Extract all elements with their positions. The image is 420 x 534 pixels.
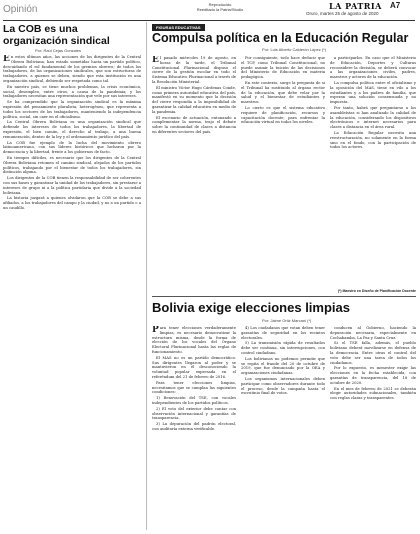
paragraph: Para tener elecciones limpias, necesitamos que se cumplan las siguientes condiciones: <box>152 380 236 395</box>
paragraph: 3) La depuración del padrón electoral, con auditoría externa verificable. <box>152 422 236 431</box>
paragraph: a participarlos. En caso que el Ministerio de Educación, Deportes y Culturas reconsidere la decisión, se deberá convocar a las organizaciones civiles, padres, maestros y actores de la educación. <box>330 56 416 80</box>
reproduction-note <box>190 2 250 12</box>
article2-signature: (*) Maestro en Diseño de Planificación Docente <box>337 289 416 293</box>
paragraph: En estos últimos años, las acciones de los dirigentes de la Central Obrera Boliviana, han estado sometidas hacia un partido político, descuidando el rol fundamental de los gremios obreros; de todos los trabajadores, de las organizaciones sindicales, que son estructuras de trabajadores, a quienes se deben, siendo que esta institución es una organización sindical, debiendo ser respetada como tal. <box>3 55 141 83</box>
paragraph: 4) Los ciudadanos que votan deben tener garantías de seguridad en los recintos electorales. <box>241 326 325 340</box>
paragraph: conducen al Gobierno, haciendo la depuración necesaria, especialmente en Cochabamba, La Paz y Santa Cruz. <box>330 326 416 340</box>
article2-section-tag: FIGURAS EDUCATIVAS <box>152 24 205 31</box>
article3-column-2 <box>241 326 325 529</box>
paragraph: Los organismos internacionales deben participar como observadores durante todo el proceso, desde la campaña hasta el escrutinio final de votos. <box>241 376 325 396</box>
paragraph: El MAS no es un partido democrático. Sus dirigentes llegaron al poder y se mantuvieron en él desconociendo la voluntad popular expresada en el referéndum del 21 de febrero de 2016. <box>152 355 236 379</box>
paragraph: El pasado miércoles 19 de agosto, en horas de la tarde, el Tribunal Constitucional Plurinacional dispuso el cierre de la gestión escolar en todo el Sistema Educativo Plurinacional a través de la Resolución Ministerial. <box>152 56 236 84</box>
reproduction-line-1: Reproducido <box>208 2 232 7</box>
paragraph: La compulsa política entre el oficialismo y la oposición del MAS, tiene en vilo a los estudiantes y a los padres de familia, que esperan una solución consensuada y no impuesta. <box>330 80 416 105</box>
header-rule <box>3 20 415 21</box>
newspaper-brand: LA PATRIA <box>329 1 382 11</box>
paragraph: En este contexto, surge la pregunta de si el Tribunal ha sustituido al órgano rector de la educación, que debe velar por la salud y el bienestar de estudiantes y maestros. <box>241 80 325 105</box>
paragraph: La historia juzgará a quienes olvidaron que la COB se debe a sus afiliados, a los trabajadores del campo y la ciudad, y no a un partido o a un caudillo. <box>3 196 141 210</box>
column-divider <box>146 22 147 530</box>
paragraph: El escenario de actuación, entonando a complementar la norma, trajo el debate sobre la continuidad de clases a distancia en diferentes sectores del país. <box>152 115 236 134</box>
article2-column-2 <box>241 56 325 295</box>
article3-headline: Bolivia exige elecciones limpias <box>152 300 350 315</box>
article3-column-3 <box>330 326 416 529</box>
article3-byline: Por: Jaime Ortiz Marcani (*) <box>262 318 312 323</box>
page-header <box>0 0 420 22</box>
issue-date: Oruro, martes 25 de agosto de 2020 <box>306 11 379 16</box>
paragraph: Para tener elecciones verdaderamente limpias, es necesario democratizar la estructura misma, desde la forma de elección de los vocales del Órgano Electoral Plurinacional hasta las reglas de funcionamiento. <box>152 326 236 354</box>
paragraph: Por consiguiente, todo hace deducir que el TCP, como Tribunal Constitucional, no puede asumir la tuición de las decisiones del Ministerio de Educación en materia pedagógica. <box>241 56 325 80</box>
paragraph: En el mes de febrero de 2021 se deberán elegir autoridades subnacionales, también con reglas claras y transparentes. <box>330 386 416 401</box>
article2-column-1 <box>152 56 236 295</box>
paragraph: 1) Renovación del TSE, con vocales independientes de los partidos políticos. <box>152 396 236 405</box>
article2-column-3 <box>330 56 416 288</box>
paragraph: La Central Obrera Boliviana es una organización sindical que defiende los intereses de todos los trabajadores, la libertad de expresión, el bien común, el derecho al trabajo, a una buena remuneración, dentro de la ley y el ordenamiento jurídico del país. <box>3 120 141 139</box>
paragraph: 2) El voto del exterior debe contar con observación internacional y garantías de transparencia. <box>152 406 236 421</box>
reproduction-line-2: Reeditado la Patria/Studio <box>196 7 244 12</box>
section-label: Opinión <box>3 4 38 15</box>
article2-byline: Por: Luis Alberto Calderón López (*) <box>262 47 327 52</box>
paragraph: En tiempos difíciles, es necesario que los dirigentes de la Central Obrera Boliviana retomen el camino sindical, alejados de los partidos políticos, trabajando por el bienestar de todos los trabajadores, sin distinción alguna. <box>3 155 141 175</box>
article3-column-1 <box>152 326 236 529</box>
paragraph: 5) La transmisión rápida de resultados debe ser continua, sin interrupciones, con control ciudadano. <box>241 341 325 355</box>
paragraph: Los bolivianos no podemos permitir que se repita el fraude del 20 de octubre de 2019, que fue denunciado por la OEA y organizaciones ciudadanas. <box>241 356 325 376</box>
paragraph: Los dirigentes de la COB tienen la responsabilidad de ser coherentes con sus bases y garantizar la unidad de los trabajadores, sin prestarse a intereses de grupo ni a la política partidaria que divide a la sociedad boliviana. <box>3 176 141 195</box>
article1-body <box>3 55 141 529</box>
paragraph: La COB fue ejemplo de la lucha del movimiento obrero latinoamericano, con sus líderes históricos que lucharon por la democracia y la libertad, frente a los gobiernos de facto. <box>3 140 141 155</box>
article1-headline: La COB es una organización sindical <box>3 23 110 47</box>
section-rule <box>152 296 416 297</box>
paragraph: Por lo expuesto, es menester exigir las elecciones en la fecha establecida, con garantías de transparencia, del 18 de octubre de 2020. <box>330 366 416 385</box>
paragraph: En nuestro país, se tiene muchos problemas, la crisis económica, social, desempleo, entre otros, a causa de la pandemia; y los trabajadores necesitan una representación que vele por sus intereses. <box>3 84 141 99</box>
page-number: A7 <box>390 1 401 10</box>
article1-byline: Por: Raúl Cejas Gonzales <box>35 48 82 53</box>
paragraph: Por tanto, habrá que preguntarse a los asambleístas si han analizado la calidad de la educación, considerando los dispositivos electrónicos e internet necesarios para clases a distancia en el área rural. <box>330 105 416 130</box>
article2-headline: Compulsa política en la Educación Regular <box>152 31 409 45</box>
paragraph: El ministro Víctor Hugo Cárdenas Conde, como primera autoridad educativa del país, manifestó en su momento que la decisión del cierre respondía a la imposibilidad de garantizar la calidad educativa en medio de la pandemia. <box>152 85 236 114</box>
paragraph: Si el TSE falla, además, el pueblo boliviano deberá movilizarse en defensa de la democracia. Entre otras el control del voto debe ser una tarea de todos los ciudadanos. <box>330 341 416 365</box>
paragraph: Se ha comprendido que la organización sindical es la máxima expresión del pensamiento pluralista, heterogéneo, que representa a todos los sectores de los trabajadores, manteniendo la independencia política, social, sin caer en el oficialismo. <box>3 100 141 119</box>
paragraph: Lo cierto es que el sistema educativo requiere de planificación, recursos y capacitación docente, para enfrentar la educación virtual en todos los niveles. <box>241 105 325 125</box>
paragraph: La Educación Regular necesita una reestructuración, no solamente en la forma sino en el fondo, con la participación de todos los actores. <box>330 130 416 150</box>
